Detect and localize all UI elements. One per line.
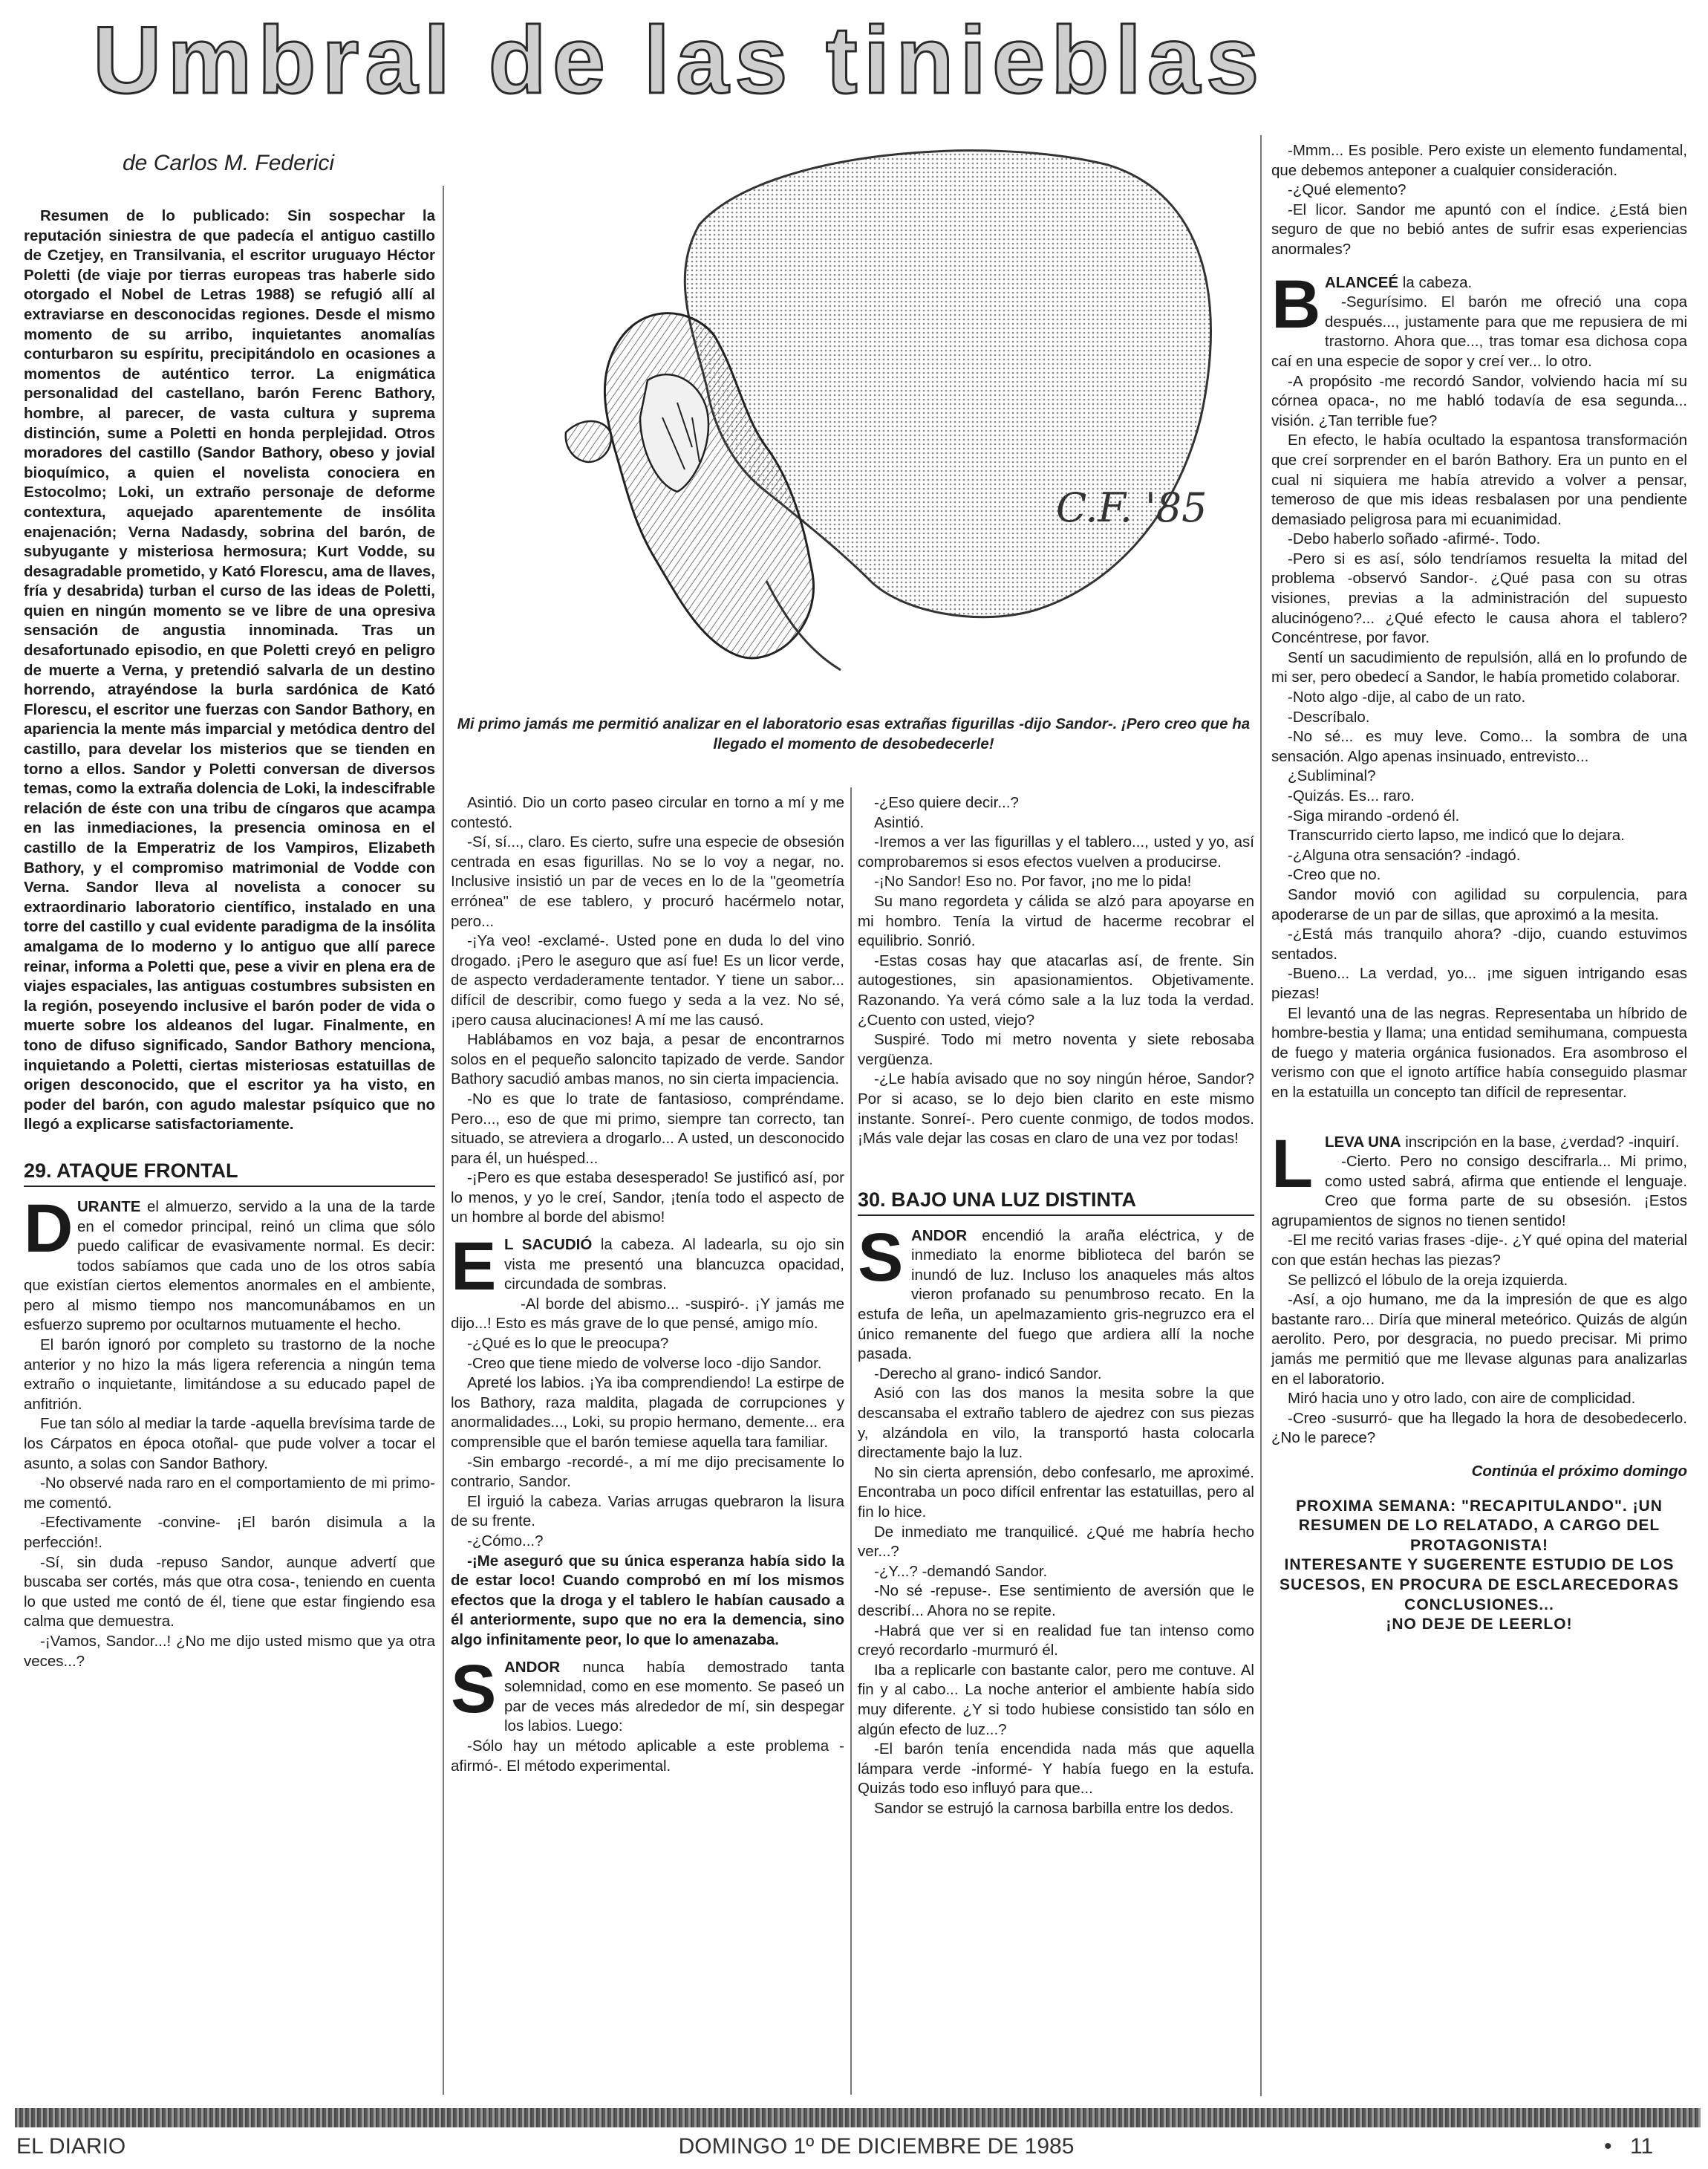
- paragraph: -Quizás. Es... raro.: [1288, 787, 1415, 804]
- paragraph: El barón ignoró por completo su trastorno de la noche anterior y no hizo la más ligera referencia a ningún tema extraño o inquietante, limitándose a su educado papel de anfitrión.: [24, 1336, 435, 1413]
- column-rule-1: [443, 186, 444, 2095]
- column-3: [858, 793, 1254, 1819]
- drop-cap: L: [1271, 1125, 1314, 1202]
- paragraph: Miró hacia uno y otro lado, con aire de complicidad.: [1288, 1390, 1636, 1408]
- paragraph: -Sí, sí..., claro. Es cierto, sufre una especie de obsesión centrada en esas figurillas. No se lo voy a negar, no. Inclusive insistió un par de veces en lo de la "geometría errónea" de ese tablero, y procuró hacérmelo notar, pero...: [451, 833, 844, 930]
- promo-line: PROXIMA SEMANA: "RECAPITULANDO". ¡UN RESUMEN DE LO RELATADO, A CARGO DEL PROTAGONISTA!: [1296, 1497, 1663, 1554]
- footer-page-number: 11: [1630, 2134, 1654, 2159]
- paragraph: -Sí, sin duda -repuso Sandor, aunque advertí que buscaba ser cortés, más que otra cosa-, teniendo en cuenta lo que usted me contó de él, tiene que estar fingiendo esa calma que demuestra.: [24, 1553, 435, 1630]
- paragraph: -Creo que no.: [1288, 866, 1381, 884]
- paragraph: -El licor. Sandor me apuntó con el índice. ¿Está bien seguro de que no bebió antes de sufrir esas experiencias anormales?: [1271, 201, 1687, 258]
- paragraph: -No es que lo trate de fantasioso, compréndame. Pero..., eso de que mi primo, siempre tan correcto, tan situado, se atreviera a drogarlo... A usted, un desconocido para él, un huésped...: [451, 1090, 844, 1167]
- footer-date: DOMINGO 1º DE DICIEMBRE DE 1985: [678, 2134, 1075, 2159]
- paragraph: -No sé -repuse-. Ese sentimiento de aversión que le describí... Ahora no se repite.: [858, 1582, 1254, 1619]
- paragraph: El levantó una de las negras. Representaba un híbrido de hombre-bestia y llama; una entidad semihumana, compuesta de fuego y materia orgánica fusionados. Era asombroso el verismo con que el ignoto artífice había conseguido plasmar en la estatuilla un concepto tan difícil de representar.: [1271, 1004, 1687, 1101]
- column-2: [451, 793, 844, 1776]
- section-heading-29: 29. ATAQUE FRONTAL: [24, 1156, 435, 1187]
- paragraph: -Creo -susurró- que ha llegado la hora de desobedecerlo. ¿No le parece?: [1271, 1409, 1687, 1447]
- promo-line: INTERESANTE Y SUGERENTE ESTUDIO DE LOS SUCESOS, EN PROCURA DE ESCLARECEDORAS CONCLUSIONES...: [1280, 1556, 1679, 1613]
- paragraph: -¿Qué elemento?: [1288, 181, 1407, 199]
- paragraph: Asintió.: [874, 813, 925, 831]
- paragraph: encendió la araña eléctrica, y de inmediato la enorme biblioteca del barón se inundó de luz. Incluso los anaqueles más altos vieron profanado su penumbroso recato. En la estufa de leña, un apelmazamiento gris-negruzco era el único remanente del fuego que ardiera allí la noche pasada.: [858, 1226, 1254, 1363]
- paragraph: -¡Pero es que estaba desesperado! Se justificó así, por lo menos, y yo le creí, Sandor, ¡tenía todo el aspecto de un hombre al borde del abismo!: [451, 1169, 844, 1226]
- paragraph: Suspiré. Todo mi metro noventa y siete rebosaba vergüenza.: [858, 1031, 1254, 1068]
- column-rule-2: [850, 787, 852, 2095]
- paragraph: -No sé... es muy leve. Como... la sombra de una sensación. Algo apenas insinuado, entrevisto...: [1271, 728, 1687, 765]
- lead-word: L SACUDIÓ: [504, 1236, 593, 1254]
- paragraph: -¿Y...? -demandó Sandor.: [874, 1562, 1048, 1580]
- paragraph: Transcurrido cierto lapso, me indicó que lo dejara.: [1288, 827, 1625, 845]
- paragraph: -Pero si es así, sólo tendríamos resuelta la mitad del problema -observó Sandor-. ¿Qué pasa con su otras visiones, previas a la administración del supuesto alucinógeno?... ¿Qué efecto le causa ahora el tablero? Concéntrese, por favor.: [1271, 550, 1687, 647]
- paragraph: -¿Alguna otra sensación? -indagó.: [1288, 846, 1521, 864]
- paragraph: Apreté los labios. ¡Ya iba comprendiendo! La estirpe de los Bathory, raza maldita, plagada de corrupciones y anormalidades..., Loki, su propio hermano, demente... era comprensible que el barón temiese aquella tara familiar.: [451, 1374, 844, 1451]
- paragraph: En efecto, le había ocultado la espantosa transformación que creí sorprender en el barón Bathory. Era un punto en el cual ni siquiera me había atrevido a volver a pensar, temeroso de que mis ideas resbalasen por una pendiente demasiado peligrosa para mi ecuanimidad.: [1271, 432, 1687, 528]
- drop-cap: B: [1271, 266, 1321, 342]
- paragraph: -Efectivamente -convine- ¡El barón disimula a la perfección!.: [24, 1514, 435, 1551]
- paragraph: inscripción en la base, ¿verdad? -inquirí.: [1401, 1133, 1680, 1151]
- lead-word: ALANCEÉ: [1325, 273, 1399, 291]
- paragraph: -¿Cómo...?: [467, 1532, 544, 1549]
- paragraph: Asió con las dos manos la mesita sobre la que descansaba el extraño tablero de ajedrez con sus piezas y, alzándola en vilo, la transportó hasta colocarla directamente bajo la luz.: [858, 1385, 1254, 1462]
- footer-band: [15, 2108, 1701, 2127]
- paragraph: -Noto algo -dije, al cabo de un rato.: [1288, 689, 1526, 706]
- lead-word: ANDOR: [504, 1658, 561, 1676]
- illustration-signature: C.F. '85: [1056, 484, 1207, 531]
- lead-word: LEVA UNA: [1325, 1133, 1401, 1151]
- paragraph: -¡Vamos, Sandor...! ¿No me dijo usted mismo que ya otra veces...?: [24, 1632, 435, 1670]
- paragraph: -Derecho al grano- indicó Sandor.: [874, 1365, 1102, 1382]
- drop-cap: S: [858, 1219, 904, 1295]
- paragraph: -Así, a ojo humano, me da la impresión de que es algo bastante raro... Diría que mineral meteórico. Quizás de algún aerolito. Pero, por desgracia, no puedo precisar. Mi primo jamás me permitió que me llevase algunas para analizarlas en el laboratorio.: [1271, 1291, 1687, 1388]
- paragraph: -¿Está más tranquilo ahora? -dijo, cuando estuvimos sentados.: [1271, 926, 1687, 963]
- paragraph: Sandor movió con agilidad su corpulencia, para apoderarse de un par de sillas, que aproximó a la mesita.: [1271, 885, 1687, 923]
- paragraph: -Descríbalo.: [1288, 708, 1370, 726]
- paragraph: El irguió la cabeza. Varias arrugas quebraron la lisura de su frente.: [451, 1492, 844, 1530]
- illustration-caption: Mi primo jamás me permitió analizar en el laboratorio esas extrañas figurillas -dijo Sandor-. ¡Pero creo que ha llegado el momento de desobedecerle!: [457, 715, 1251, 752]
- paragraph: -Debo haberlo soñado -afirmé-. Todo.: [1288, 530, 1541, 548]
- summary-paragraph: Resumen de lo publicado: Sin sospechar la reputación siniestra de que padecía el antiguo castillo de Czetjey, en Transilvania, el escritor uruguayo Héctor Poletti (de viaje por tierras europeas tras haberle sido otorgado el Nobel de Letras 1988) se refugió allí al extraviarse en desconocidas regiones. Desde el mismo momento de su arribo, inquietantes anomalías conturbaron su espíritu, precipitándolo en ocasiones a momentos de auténtico terror. La enigmática personalidad del castellano, barón Ferenc Bathory, hombre, al parecer, de vasta cultura y suprema distinción, sume a Poletti en honda perplejidad. Otros moradores del castillo (Sandor Bathory, obeso y jovial bioquímico, a quien el novelista conociera en Estocolmo; Loki, un extraño personaje de deforme contextura, aquejado aparentemente de insólita enajenación; Verna Nadasdy, sobrina del barón, de subyugante y misteriosa hermosura; Kurt Vodde, su desagradable prometido, y Kató Florescu, ama de llaves, fría y desabrida) turban el curso de las ideas de Poletti, quien en ningún momento se ve libre de una opresiva sensación de angustia innominada. Tras un desafortunado episodio, en que Poletti creyó en peligro de muerte a Verna, y pretendió salvarla de un destino horrendo, atrayéndose la burla sardónica de Kató Florescu, el escritor une fuerzas con Sandor Bathory, en apariencia la mente más imparcial y metódica dentro del castillo, para develar los misterios que se tienden en torno a ellos. Sandor y Poletti conversan de diversos temas, como la extraña dolencia de Loki, la indescifrable relación de éste con una tribu de cíngaros que acampa en las inmediaciones, la presencia ominosa en el castillo de la Emperatriz de los Vampiros, Elizabeth Bathory, y el compromiso matrimonial de Vodde con Verna. Sandor lleva al novelista a conocer su extraordinario laboratorio científico, instalado en una torre del castillo y cual evidente paradigma de la insólita amalgama de lo moderno y lo antiguo que allí parece reinar, informa a Poletti que, pese a vivir en plena era de viajes espaciales, las antiguas costumbres subsisten en la región, poseyendo inclusive el barón poder de vida o muerte sobre los aldeanos del lugar. Finalmente, en tono de difuso significado, Sandor Bathory menciona, inquietando a Poletti, ciertas misteriosas estatuillas de origen desconocido, que el escritor ya ha visto, en poder del barón, con agudo malestar psíquico que no llegó a explicarse satisfactoriamente.: [24, 207, 435, 1134]
- paragraph: -¡Me aseguró que su única esperanza había sido la de estar loco! Cuando comprobó en mí los mismos efectos que la droga y el tablero le habían causado a él anteriormente, supo que no era la demencia, sino algo infinitamente peor, lo que lo amenazaba.: [451, 1552, 844, 1648]
- paragraph: -¿Qué es lo que le preocupa?: [467, 1335, 669, 1353]
- paragraph: la cabeza. Al ladearla, su ojo sin vista me presentó una blancuzca opacidad, circundada de sombras.: [504, 1236, 844, 1293]
- lead-word: ANDOR: [911, 1226, 968, 1244]
- paragraph: -A propósito -me recordó Sandor, volviendo hacia mí su córnea opaca-, no me habló todavía de esa segunda... visión. ¿Tan terrible fue?: [1271, 372, 1687, 429]
- paragraph: Iba a replicarle con bastante calor, pero me contuve. Al fin y al cabo... La noche anterior el ambiente había sido muy diferente. ¿Y si todo hubiese consistido tan sólo en algún efecto de luz...?: [858, 1661, 1254, 1738]
- promo-line: ¡NO DEJE DE LEERLO!: [1386, 1616, 1573, 1633]
- paragraph: ¿Subliminal?: [1288, 767, 1376, 785]
- paragraph: -¿Le había avisado que no soy ningún héroe, Sandor? Por si acaso, se lo dejo bien clarito en este mismo instante. Sonreí-. Pero cuente conmigo, de todos modos. ¡Más vale dejar las cosas en claro de una vez por todas!: [858, 1070, 1254, 1148]
- paragraph: -Habrá que ver si en realidad fue tan intenso como creyó recordarlo -murmuró él.: [858, 1622, 1254, 1659]
- paragraph: -No observé nada raro en el comportamiento de mi primo- me comentó.: [24, 1474, 435, 1512]
- continued-note: Continúa el próximo domingo: [1471, 1463, 1687, 1480]
- paragraph: -Creo que tiene miedo de volverse loco -dijo Sandor.: [467, 1354, 822, 1372]
- paragraph: -Mmm... Es posible. Pero existe un elemento fundamental, que debemos anteponer a cualquier consideración.: [1271, 142, 1687, 179]
- paragraph: -Cierto. Pero no consigo descifrarla... Mi primo, como usted sabrá, afirma que entiende el lenguaje. Creo que forma parte de su obsesión. ¡Estos agrupamientos de signos no tienen sentido!: [1271, 1153, 1687, 1229]
- lead-word: URANTE: [77, 1197, 141, 1215]
- paragraph: Sentí un sacudimiento de repulsión, allá en lo profundo de mi ser, pero obedecí a Sandor, le había prometido colaborar.: [1271, 648, 1687, 686]
- drop-cap: D: [24, 1190, 74, 1266]
- paragraph: nunca había demostrado tanta solemnidad, como en ese momento. Se paseó un par de veces más alrededor de mí, sin despegar los labios. Luego:: [504, 1658, 844, 1735]
- article-title: Umbral de las tinieblas: [93, 9, 1265, 113]
- drop-cap: S: [451, 1651, 497, 1727]
- column-4: [1271, 141, 1687, 1635]
- paragraph: -¡Ya veo! -exclamé-. Usted pone en duda lo del vino drogado. ¡Pero le aseguro que así fue! Es un licor verde, de aspecto verdaderamente tentador. Y tiene un sabor... difícil de describir, como fuego y seda a la vez. No sé, ¡pero causa alucinaciones! A mí me las causó.: [451, 932, 844, 1029]
- paragraph: De inmediato me tranquilicé. ¿Qué me habría hecho ver...?: [858, 1523, 1254, 1561]
- paragraph: -¿Eso quiere decir...?: [874, 794, 1019, 811]
- paragraph: Asintió. Dio un corto paseo circular en torno a mí y me contestó.: [451, 794, 844, 831]
- paragraph: -Al borde del abismo... -suspiró-. ¡Y jamás me dijo...! Esto es más grave de lo que pensé, amigo mío.: [451, 1295, 844, 1333]
- next-week-promo: [1271, 1497, 1687, 1635]
- paragraph: Su mano regordeta y cálida se alzó para apoyarse en mi hombro. Tenía la virtud de hacerme recobrar el equilibrio. Sonrió.: [858, 892, 1254, 950]
- paragraph: -El barón tenía encendida nada más que aquella lámpara verde -informé- Y había fuego en la estufa. Quizás todo eso influyó para que...: [858, 1740, 1254, 1798]
- paragraph: -Siga mirando -ordenó él.: [1288, 807, 1460, 825]
- footer-newspaper: EL DIARIO: [16, 2134, 126, 2159]
- paragraph: Sandor se estrujó la carnosa barbilla entre los dedos.: [874, 1799, 1234, 1817]
- drop-cap: E: [451, 1229, 497, 1305]
- paragraph: Fue tan sólo al mediar la tarde -aquella brevísima tarde de los Cárpatos en época otoñal- que pude volver a tocar el asunto, a solas con Sandor Bathory.: [24, 1415, 435, 1472]
- paragraph: -Sólo hay un método aplicable a este problema -afirmó-. El método experimental.: [451, 1737, 844, 1775]
- section-heading-30: 30. BAJO UNA LUZ DISTINTA: [858, 1185, 1254, 1216]
- paragraph: Se pellizcó el lóbulo de la oreja izquierda.: [1288, 1271, 1568, 1289]
- paragraph: -Segurísimo. El barón me ofreció una copa después..., justamente para que me repusiera de mi trastorno. Ahora que..., tras tomar esa dichosa copa caí en una especie de sopor y creí ver... lo otro.: [1271, 293, 1687, 370]
- paragraph: No sin cierta aprensión, debo confesarlo, me aproximé. Encontraba un poco difícil enfrentar las estatuillas, pero al fin lo hice.: [858, 1463, 1254, 1521]
- paragraph: -Iremos a ver las figurillas y el tablero..., usted y yo, así comprobaremos si esos efectos vuelven a producirse.: [858, 833, 1254, 871]
- column-rule-3: [1260, 135, 1262, 2096]
- paragraph: Hablábamos en voz baja, a pesar de encontrarnos solos en el pequeño saloncito tapizado de verde. Sandor Bathory sacudió ambas manos, no sin cierta impaciencia.: [451, 1031, 844, 1088]
- paragraph: -Sin embargo -recordé-, a mí me dijo precisamente lo contrario, Sandor.: [451, 1453, 844, 1491]
- paragraph: la cabeza.: [1398, 273, 1473, 291]
- column-1: [24, 207, 435, 1671]
- footer-bullet: •: [1604, 2134, 1612, 2159]
- paragraph: -¡No Sandor! Eso no. Por favor, ¡no me lo pida!: [874, 873, 1192, 891]
- article-byline: de Carlos M. Federici: [123, 151, 335, 175]
- paragraph: el almuerzo, servido a la una de la tarde en el comedor principal, reinó un clima que sólo puedo calificar de evasivamente normal. Es decir: todos sabíamos que cada uno de los otros sabía que existían ciertos elementos anormales en el ambiente, pero al mismo tiempo nos mancomunábamos en un esfuerzo supremo por ocultarnos mutuamente el hecho.: [24, 1197, 435, 1334]
- paragraph: -Estas cosas hay que atacarlas así, de frente. Sin autogestiones, sin apasionamientos. Objetivamente. Razonando. Ya verá cómo sale a la luz toda la verdad. ¿Cuento con usted, viejo?: [858, 952, 1254, 1029]
- illustration-profile-drawing: [454, 135, 1253, 700]
- paragraph: -El me recitó varias frases -dije-. ¿Y qué opina del material con que están hechas las piezas?: [1271, 1232, 1687, 1269]
- paragraph: -Bueno... La verdad, yo... ¡me siguen intrigando esas piezas!: [1271, 965, 1687, 1002]
